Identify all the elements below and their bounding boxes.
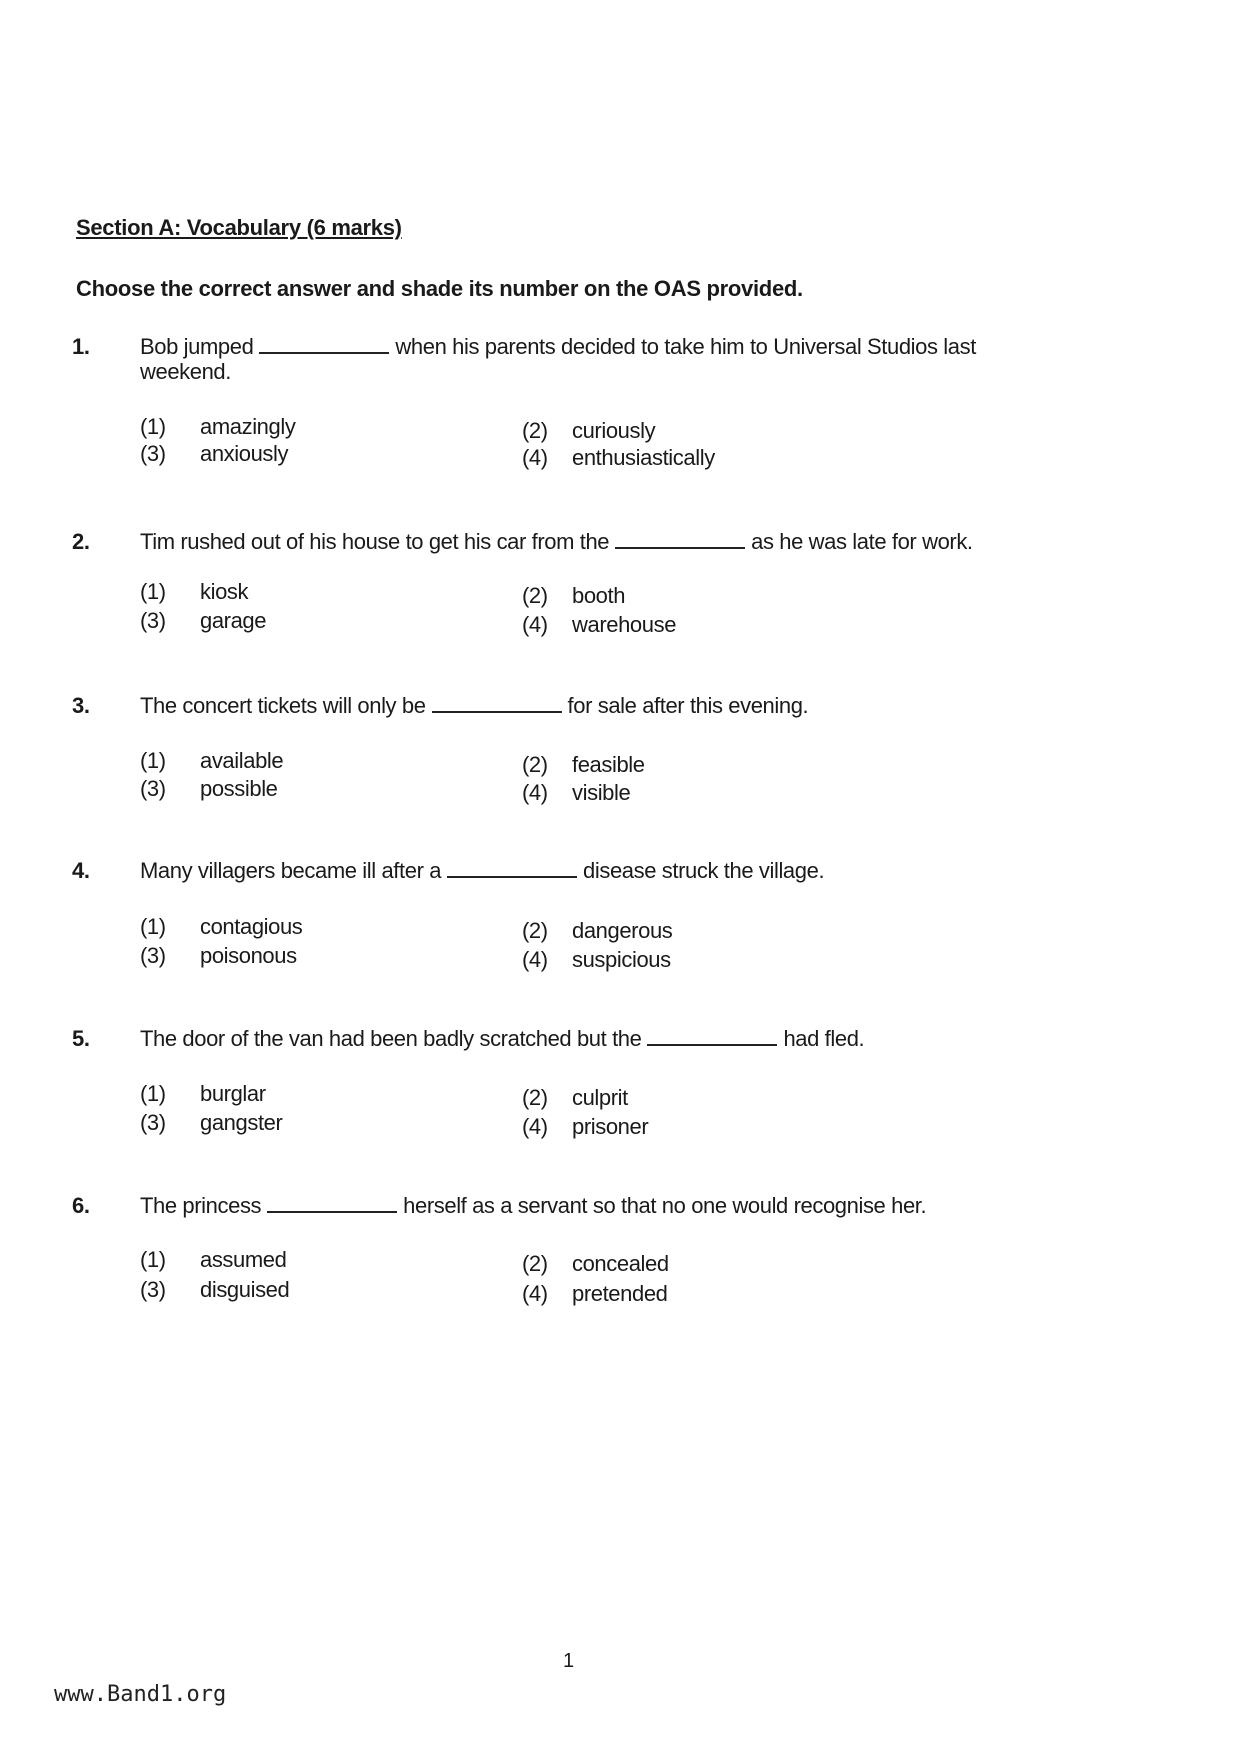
- question-text-before: The princess: [140, 1193, 262, 1218]
- option-number: (1): [140, 579, 166, 604]
- question-number: 1.: [72, 334, 90, 359]
- option: [140, 1110, 282, 1136]
- option-number: (1): [140, 1081, 166, 1106]
- option-number: (4): [522, 1114, 548, 1139]
- option-text: assumed: [200, 1247, 287, 1272]
- option-number: (2): [522, 418, 548, 443]
- page-number: 1: [563, 1650, 575, 1672]
- option-text: prisoner: [572, 1114, 649, 1139]
- option-text: poisonous: [200, 943, 297, 968]
- option: [522, 445, 715, 471]
- option-text: visible: [572, 780, 631, 805]
- question-text-after: as he was late for work.: [751, 529, 973, 554]
- option: [140, 1081, 266, 1107]
- option: [522, 752, 645, 778]
- option-text: booth: [572, 583, 626, 608]
- answer-blank: [647, 1026, 777, 1046]
- option-text: kiosk: [200, 579, 249, 604]
- option-number: (3): [140, 776, 166, 801]
- option-number: (2): [522, 918, 548, 943]
- question-text-before: Bob jumped: [140, 334, 254, 359]
- question-number: 4.: [72, 858, 90, 883]
- option-text: burglar: [200, 1081, 266, 1106]
- option: [522, 418, 655, 444]
- question-text-before: The door of the van had been badly scratched but the: [140, 1026, 642, 1051]
- option: [522, 612, 676, 638]
- option-text: contagious: [200, 914, 303, 939]
- answer-blank: [615, 529, 745, 549]
- option-text: amazingly: [200, 414, 296, 439]
- option: [522, 583, 625, 609]
- option-text: feasible: [572, 752, 645, 777]
- question-text-after: for sale after this evening.: [567, 693, 809, 718]
- option-number: (4): [522, 612, 548, 637]
- question-text-line2: weekend.: [140, 359, 231, 384]
- answer-blank: [447, 858, 577, 878]
- question-number: 3.: [72, 693, 90, 718]
- option-number: (3): [140, 441, 166, 466]
- option-number: (1): [140, 748, 166, 773]
- question-text-before: Tim rushed out of his house to get his car from the: [140, 529, 610, 554]
- answer-blank: [432, 693, 562, 713]
- option-text: disguised: [200, 1277, 290, 1302]
- option-number: (3): [140, 1277, 166, 1302]
- question-text-before: The concert tickets will only be: [140, 693, 426, 718]
- question-text: [140, 1026, 864, 1052]
- option: [140, 608, 266, 634]
- option-text: enthusiastically: [572, 445, 715, 470]
- option: [140, 579, 248, 605]
- question-number: 5.: [72, 1026, 90, 1051]
- question-text-after: disease struck the village.: [583, 858, 825, 883]
- footer-url: www.Band1.org: [54, 1682, 227, 1707]
- option-text: gangster: [200, 1110, 283, 1135]
- option: [140, 748, 283, 774]
- instruction: Choose the correct answer and shade its number on the OAS provided.: [76, 276, 803, 301]
- option-text: suspicious: [572, 947, 671, 972]
- question-text: [140, 334, 976, 360]
- answer-blank: [267, 1193, 397, 1213]
- section-title: Section A: Vocabulary (6 marks): [76, 215, 402, 240]
- option-number: (1): [140, 414, 166, 439]
- option: [140, 441, 288, 467]
- option-number: (4): [522, 947, 548, 972]
- option: [522, 780, 630, 806]
- option-number: (1): [140, 1247, 166, 1272]
- option-text: available: [200, 748, 284, 773]
- option: [522, 947, 671, 973]
- option: [522, 1085, 628, 1111]
- option-text: warehouse: [572, 612, 677, 637]
- option-number: (4): [522, 1281, 548, 1306]
- option-number: (2): [522, 1251, 548, 1276]
- option-number: (2): [522, 1085, 548, 1110]
- question-text: [140, 1193, 926, 1219]
- option-number: (2): [522, 583, 548, 608]
- option-number: (3): [140, 608, 166, 633]
- answer-blank: [259, 334, 389, 354]
- option-text: anxiously: [200, 441, 289, 466]
- question-text-after: when his parents decided to take him to Universal Studios last: [395, 334, 976, 359]
- option: [522, 918, 672, 944]
- option-number: (3): [140, 1110, 166, 1135]
- option: [140, 943, 297, 969]
- option-text: garage: [200, 608, 267, 633]
- question-text-after: herself as a servant so that no one would recognise her.: [403, 1193, 927, 1218]
- option-number: (1): [140, 914, 166, 939]
- question-text: [140, 858, 824, 884]
- option: [522, 1114, 648, 1140]
- option-text: dangerous: [572, 918, 673, 943]
- option-text: concealed: [572, 1251, 669, 1276]
- option-number: (3): [140, 943, 166, 968]
- question-number: 6.: [72, 1193, 90, 1218]
- option-text: possible: [200, 776, 278, 801]
- option: [522, 1281, 668, 1307]
- question-text-after: had fled.: [783, 1026, 865, 1051]
- question-text: [140, 693, 808, 719]
- option-text: pretended: [572, 1281, 668, 1306]
- option-number: (4): [522, 780, 548, 805]
- question-number: 2.: [72, 529, 90, 554]
- question-text: [140, 529, 973, 555]
- option: [140, 776, 278, 802]
- option: [522, 1251, 669, 1277]
- option: [140, 1277, 289, 1303]
- option-number: (2): [522, 752, 548, 777]
- option: [140, 1247, 286, 1273]
- option-number: (4): [522, 445, 548, 470]
- question-text-before: Many villagers became ill after a: [140, 858, 442, 883]
- option: [140, 414, 295, 440]
- option-text: curiously: [572, 418, 656, 443]
- option-text: culprit: [572, 1085, 628, 1110]
- option: [140, 914, 302, 940]
